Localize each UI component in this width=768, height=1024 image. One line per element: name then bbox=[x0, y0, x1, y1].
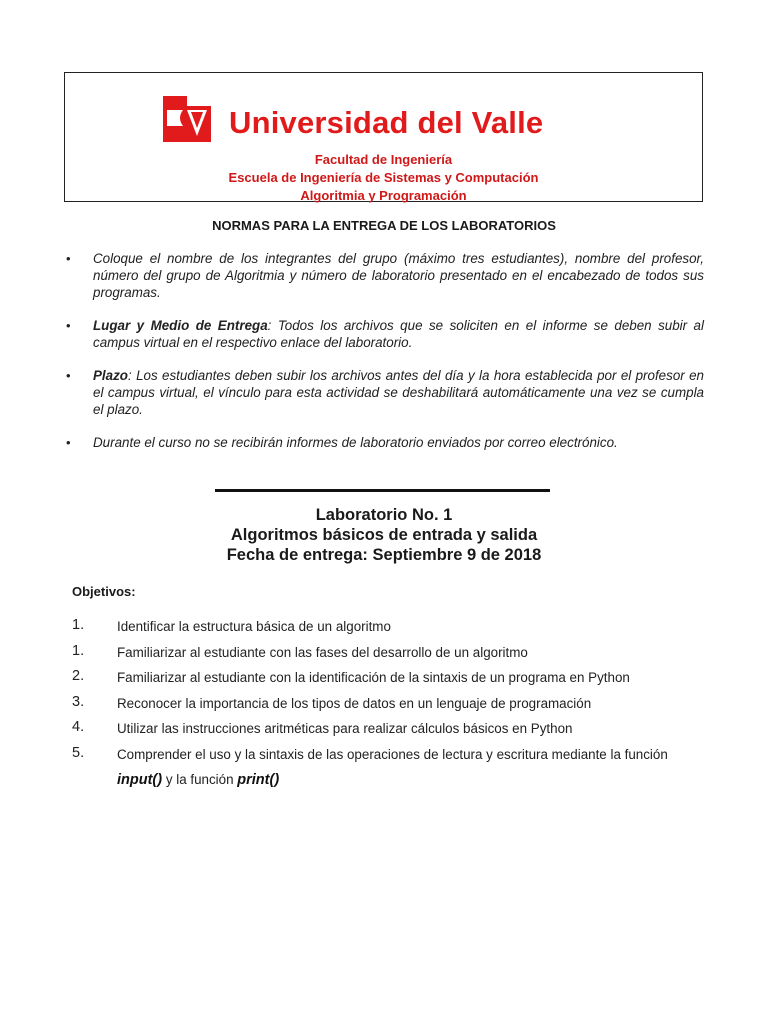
lab-subject: Algoritmos básicos de entrada y salida bbox=[230, 526, 538, 544]
rule-lead: Plazo bbox=[93, 368, 128, 383]
bullet-icon: • bbox=[66, 251, 71, 266]
objective-text: Familiarizar al estudiante con las fases del desarrollo de un algoritmo bbox=[117, 644, 528, 660]
objective-text: Reconocer la importancia de los tipos de datos en un lenguaje de programación bbox=[117, 695, 592, 711]
bullet-icon: • bbox=[66, 368, 71, 383]
objective-number: 1. bbox=[72, 642, 85, 659]
rule-text: Durante el curso no se recibirán informes de laboratorio enviados por correo electrónico. bbox=[93, 435, 618, 450]
faculty-block bbox=[65, 151, 702, 205]
objective-number: 4. bbox=[72, 719, 85, 735]
objective-text: Utilizar las instrucciones aritméticas para realizar cálculos básicos en Python bbox=[117, 721, 573, 736]
bullet-icon: • bbox=[66, 318, 71, 333]
objectives-label: Objetivos: bbox=[72, 584, 136, 599]
rule-lead: Lugar y Medio de Entrega bbox=[93, 318, 268, 333]
rule-text: : Los estudiantes deben subir los archivos antes del día y la hora establecida por el profesor en el campus virtual, el vínculo para esta actividad se deshabilitará automáticamente una vez se cumpla el plazo. bbox=[93, 368, 704, 417]
print-function-code: print() bbox=[237, 771, 280, 788]
faculty-line: Facultad de Ingeniería bbox=[314, 152, 453, 167]
rule-item bbox=[64, 250, 704, 301]
rule-item bbox=[64, 367, 704, 418]
course-line: Algoritmia y Programación bbox=[300, 188, 467, 203]
objective-number: 2. bbox=[72, 668, 85, 684]
lab-number: Laboratorio No. 1 bbox=[315, 506, 453, 524]
university-name: Universidad del Valle bbox=[229, 105, 544, 140]
rule-text: Coloque el nombre de los integrantes del grupo (máximo tres estudiantes), nombre del profesor, número del grupo de Algoritmia y número de laboratorio presentado en el encabezado de todos sus programas. bbox=[93, 251, 704, 300]
objective-connector: y la función bbox=[162, 771, 238, 787]
objective-text: Comprender el uso y la sintaxis de las operaciones de lectura y escritura mediante la función bbox=[117, 746, 668, 762]
bullet-icon: • bbox=[66, 435, 71, 450]
objective-text: Familiarizar al estudiante con la identificación de la sintaxis de un programa en Python bbox=[117, 670, 630, 685]
input-function-code: input() bbox=[117, 771, 163, 788]
lab-due-date: Fecha de entrega: Septiembre 9 de 2018 bbox=[226, 546, 542, 564]
objective-number: 5. bbox=[72, 744, 85, 761]
objective-item bbox=[72, 643, 712, 669]
objective-item bbox=[72, 668, 712, 694]
rule-text: : Todos los archivos que se soliciten en el informe se deben subir al campus virtual en el respectivo enlace del laboratorio. bbox=[93, 318, 704, 350]
objectives-list bbox=[72, 617, 712, 795]
lab-title bbox=[0, 505, 768, 565]
objective-text: Identificar la estructura básica de un algoritmo bbox=[117, 619, 391, 634]
objective-continuation bbox=[117, 772, 279, 788]
objective-number: 1. bbox=[72, 617, 85, 633]
univalle-logo-icon bbox=[163, 96, 211, 142]
rule-item bbox=[64, 317, 704, 351]
header-box bbox=[64, 72, 703, 202]
school-line: Escuela de Ingeniería de Sistemas y Computación bbox=[228, 170, 539, 185]
rules-list bbox=[64, 250, 704, 467]
objective-item bbox=[72, 745, 712, 795]
objective-item bbox=[72, 719, 712, 745]
objective-item bbox=[72, 694, 712, 720]
rule-item bbox=[64, 434, 704, 451]
section-divider bbox=[215, 489, 550, 492]
objective-number: 3. bbox=[72, 693, 85, 710]
objective-item bbox=[72, 617, 712, 643]
normas-title: NORMAS PARA LA ENTREGA DE LOS LABORATORIOS bbox=[212, 218, 556, 233]
